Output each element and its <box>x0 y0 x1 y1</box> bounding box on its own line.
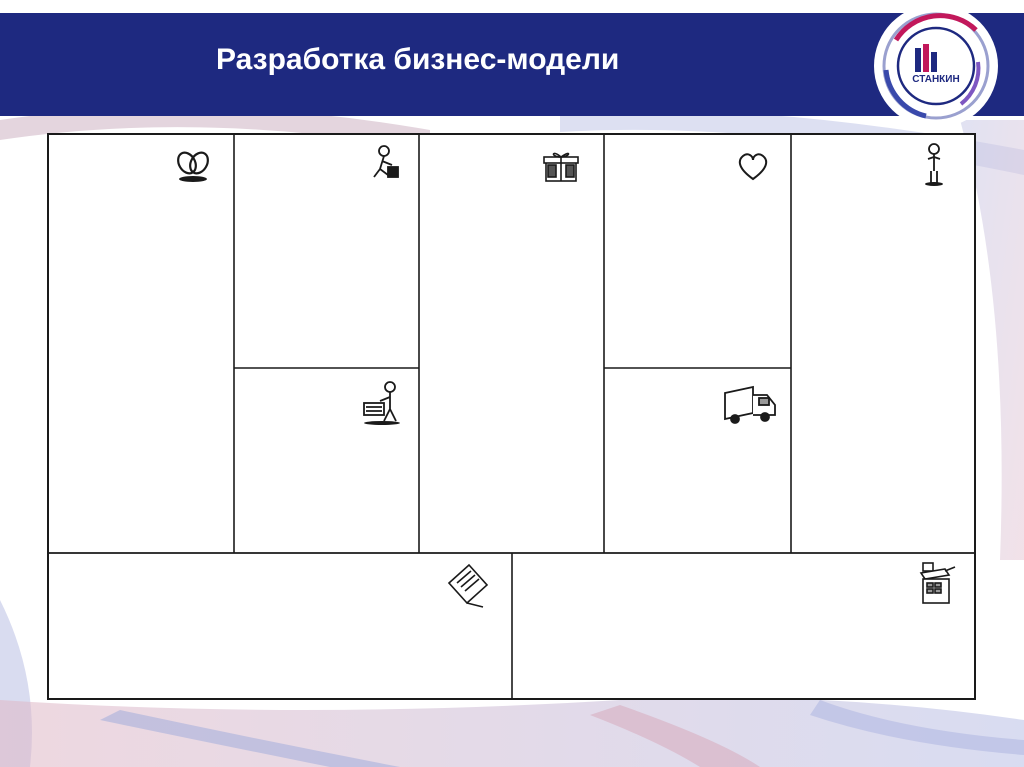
logo-text: СТАНКИН <box>912 74 960 85</box>
stankin-logo-icon <box>866 0 1006 140</box>
page-title: Разработка бизнес-модели <box>216 43 620 76</box>
gift-box-icon <box>544 153 578 181</box>
business-model-canvas <box>47 133 976 700</box>
